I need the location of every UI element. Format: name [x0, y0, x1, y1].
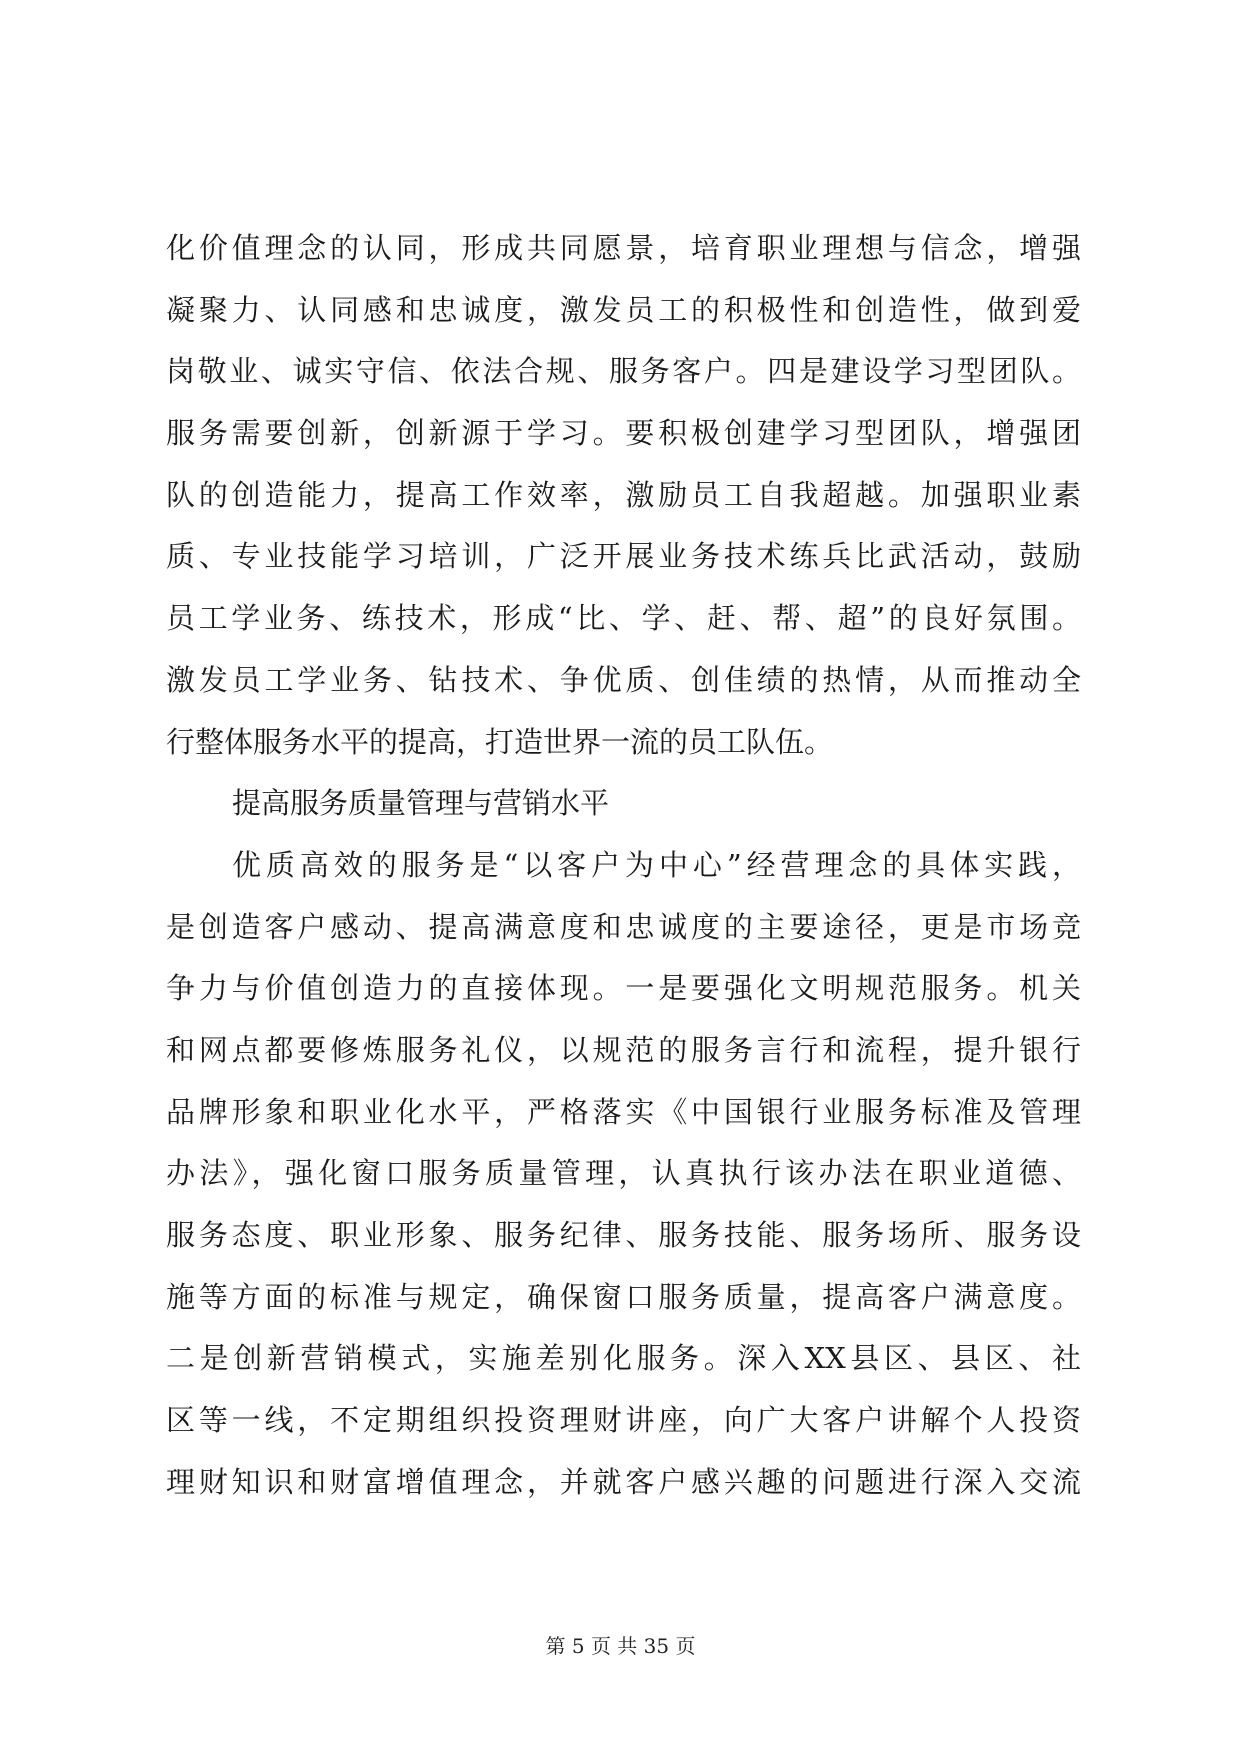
text-line: 优质高效的服务是“以客户为中心”经营理念的具体实践， — [232, 847, 1081, 882]
section-heading: 提高服务质量管理与营销水平 — [232, 786, 610, 821]
text-line: 服务态度、职业形象、服务纪律、服务技能、服务场所、服务设 — [166, 1218, 1081, 1252]
text-line: 品牌形象和职业化水平，严格落实《中国银行业服务标准及管理 — [166, 1094, 1081, 1129]
text-line: 队的创造能力，提高工作效率，激励员工自我超越。加强职业素 — [166, 477, 1081, 512]
text-line: 员工学业务、练技术，形成“比、学、赶、帮、超”的良好氛围。 — [166, 601, 1081, 636]
body-text — [166, 228, 1081, 1523]
page-footer — [0, 1632, 1241, 1660]
text-line: 区等一线，不定期组织投资理财讲座，向广大客户讲解个人投资 — [166, 1403, 1081, 1438]
text-line: 行整体服务水平的提高，打造世界一流的员工队伍。 — [166, 724, 834, 759]
text-line: 办法》，强化窗口服务质量管理，认真执行该办法在职业道德、 — [166, 1156, 1081, 1191]
text-line: 激发员工学业务、钻技术、争优质、创佳绩的热情，从而推动全 — [166, 662, 1081, 697]
text-line: 施等方面的标准与规定，确保窗口服务质量，提高客户满意度。 — [166, 1279, 1081, 1314]
text-line: 岗敬业、诚实守信、依法合规、服务客户。四是建设学习型团队。 — [166, 354, 1081, 389]
text-line: 凝聚力、认同感和忠诚度，激发员工的积极性和创造性，做到爱 — [166, 292, 1081, 327]
text-line: 和网点都要修炼服务礼仪，以规范的服务言行和流程，提升银行 — [166, 1032, 1081, 1067]
text-line: 服务需要创新，创新源于学习。要积极创建学习型团队，增强团 — [166, 416, 1081, 451]
text-line: 二是创新营销模式，实施差别化服务。深入XX县区、县区、社 — [166, 1341, 1081, 1376]
page-number: 第 5 页 共 35 页 — [545, 1634, 696, 1658]
text-line: 争力与价值创造力的直接体现。一是要强化文明规范服务。机关 — [166, 971, 1081, 1006]
text-line: 化价值理念的认同，形成共同愿景，培育职业理想与信念，增强 — [166, 231, 1081, 265]
text-line: 是创造客户感动、提高满意度和忠诚度的主要途径，更是市场竞 — [166, 909, 1081, 944]
text-line: 理财知识和财富增值理念，并就客户感兴趣的问题进行深入交流 — [166, 1464, 1081, 1499]
text-line: 质、专业技能学习培训，广泛开展业务技术练兵比武活动，鼓励 — [166, 539, 1081, 574]
